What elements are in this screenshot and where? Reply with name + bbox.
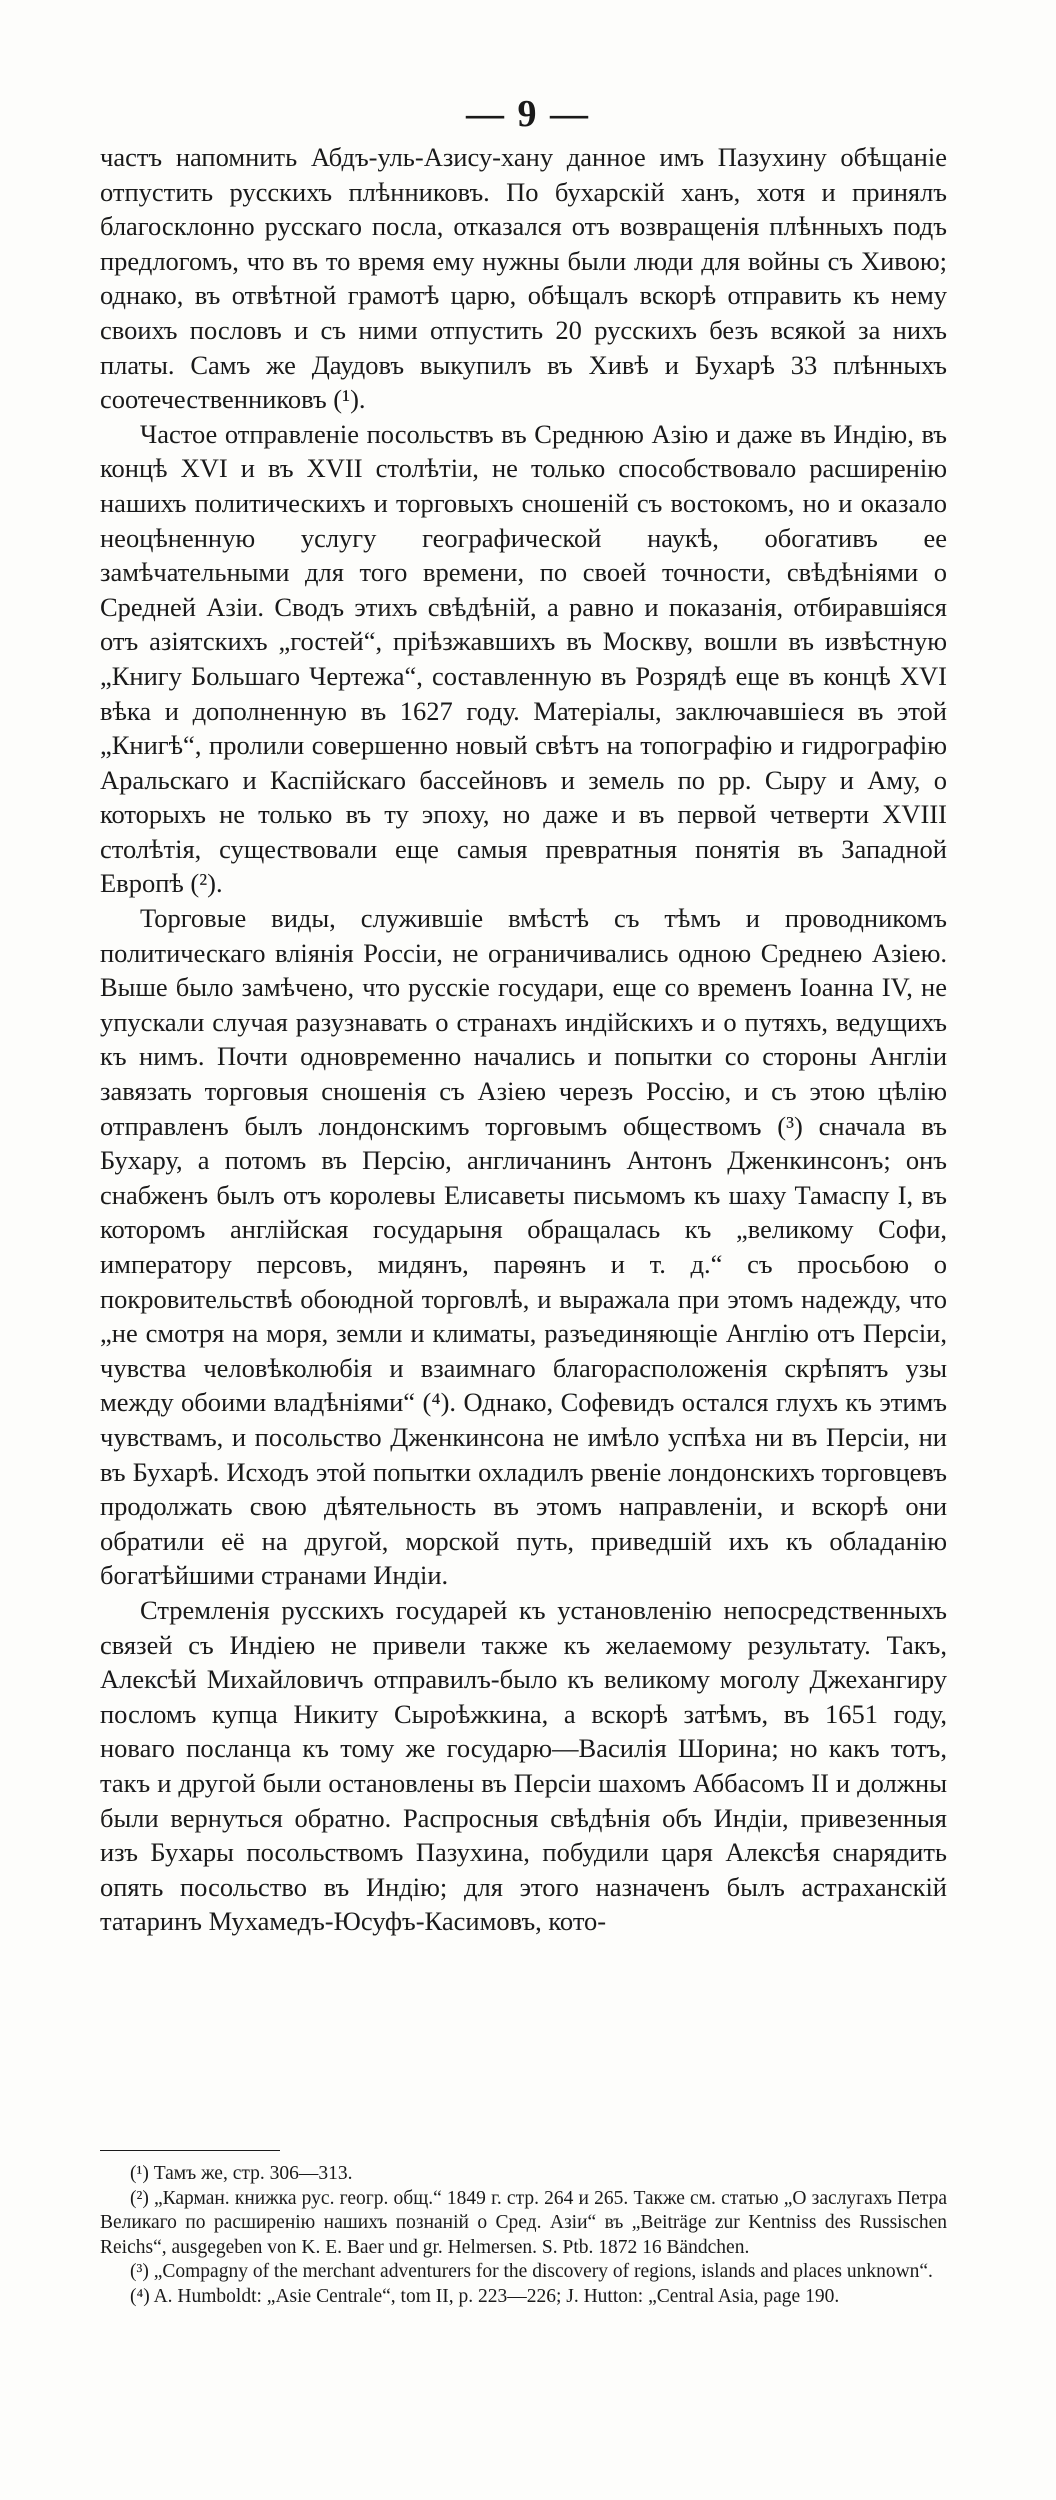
paragraph-india-embassies: Стремленія русскихъ государей къ установленію непосредственныхъ связей съ Индіею не привели также къ желаемому результату. Такъ, Алексѣй Михайловичъ отправилъ-было къ великому моголу Джехангиру посломъ купца Никиту Сыроѣжкина, а вскорѣ затѣмъ, въ 1651 году, новаго посланца къ тому же государю—Василія Шорина; но какъ тотъ, такъ и другой были остановлены въ Персіи шахомъ Аббасомъ II и должны были вернуться обратно. Распросныя свѣдѣнія объ Индіи, привезенныя изъ Бухары посольствомъ Пазухина, побудили царя Алексѣя снарядить опять посольство въ Индію; для этого назначенъ былъ астраханскій татаринъ Мухамедъ-Юсуфъ-Касимовъ, кото- [100,1594,947,1937]
paragraph-geography: Частое отправленіе посольствъ въ Среднюю Азію и даже въ Индію, въ концѣ XVI и въ XVII столѣтіи, не только способствовало расширенію нашихъ политическихъ и торговыхъ сношеній съ востокомъ, но и оказало неоцѣненную услугу географической наукѣ, обогативъ ее замѣчательными для того времени, по своей точности, свѣдѣніями о Средней Азіи. Сводъ этихъ свѣдѣній, а равно и показанія, отбиравшіяся отъ азіятскихъ „гостей“, пріѣзжавшихъ въ Москву, вошли въ извѣстную „Книгу Большаго Чертежа“, составленную въ Розрядѣ еще въ концѣ XVI вѣка и дополненную въ 1627 году. Матеріалы, заключавшіеся въ этой „Книгѣ“, пролили совершенно новый свѣтъ на топографію и гидрографію Аральскаго и Каспійскаго бассейновъ и земель по рр. Сыру и Аму, о которыхъ не только въ ту эпоху, но даже и въ первой четверти XVIII столѣтія, существовали еще самыя превратныя понятія въ Западной Европѣ (²). [100,418,947,899]
paragraph-continuation: частъ напомнить Абдъ-уль-Азису-хану данное имъ Пазухину обѣщаніе отпустить русскихъ плѣнниковъ. По бухарскій ханъ, хотя и принялъ благосклонно русскаго посла, отказался отъ возвращенія плѣнныхъ подъ предлогомъ, что въ то время ему нужны были люди для войны съ Хивою; однако, въ отвѣтной грамотѣ царю, обѣщалъ вскорѣ отправить къ нему своихъ пословъ и съ ними отпустить 20 русскихъ безъ всякой за нихъ платы. Самъ же Даудовъ выкупилъ въ Хивѣ и Бухарѣ 33 плѣнныхъ соотечественниковъ (¹). [100,142,947,415]
footnote-3: (³) „Compagny of the merchant adventurers for the discovery of regions, islands and places unknown“. [130,2261,933,2283]
footnote-2: (²) „Карман. книжка рус. геогр. общ.“ 1849 г. стр. 264 и 265. Также см. статью „О заслугахъ Петра Великаго по расширенію нашихъ познаній о Сред. Азіи“ въ „Beiträge zur Kentniss des Russischen Reichs“, ausgegeben von K. E. Baer und gr. Helmersen. S. Ptb. 1872 16 Bändchen. [100,2187,947,2258]
footnotes [100,2162,947,2310]
footnote-1: (¹) Тамъ же, стр. 306—313. [130,2163,353,2184]
body-text [100,140,947,1939]
footnote-4: (⁴) A. Humboldt: „Asie Centrale“, tom II, p. 223—226; J. Hutton: „Central Asia, page 190. [130,2285,840,2307]
paragraph-england-trade: Торговые виды, служившіе вмѣстѣ съ тѣмъ и проводникомъ политическаго вліянія Россіи, не ограничивались одною Среднею Азіею. Выше было замѣчено, что русскіе государи, еще со временъ Іоанна IV, не упускали случая разузнавать о странахъ индійскихъ и о путяхъ, ведущихъ къ нимъ. Почти одновременно начались и попытки со стороны Англіи завязать торговыя сношенія съ Азіею черезъ Россію, и съ этою цѣлію отправленъ былъ лондонскимъ торговымъ обществомъ (³) сначала въ Бухару, а потомъ въ Персію, англичанинъ Антонъ Дженкинсонъ; онъ снабженъ былъ отъ королевы Елисаветы письмомъ къ шаху Тамаспу I, въ которомъ англійская государыня обращалась къ „великому Софи, императору персовъ, мидянъ, парѳянъ и т. д.“ съ просьбою о покровительствѣ обоюдной торговлѣ, и выражала при этомъ надежду, что „не смотря на моря, земли и климаты, разъединяющіе Англію отъ Персіи, чувства человѣколюбія и взаимнаго благорасположенія скрѣпятъ узы между обоими владѣніями“ (⁴). Однако, Софевидъ остался глухъ къ этимъ чувствамъ, и посольство Дженкинсона не имѣло успѣха ни въ Персіи, ни въ Бухарѣ. Исходъ этой попытки охладилъ рвеніе лондонскихъ торговцевъ продолжать свою дѣятельность въ этомъ направленіи, и вскорѣ они обратили её на другой, морской путь, приведшій ихъ къ обладанію богатѣйшими странами Индіи. [100,903,947,1591]
footnote-divider [100,2150,280,2151]
page-number: — 9 — [466,93,590,135]
